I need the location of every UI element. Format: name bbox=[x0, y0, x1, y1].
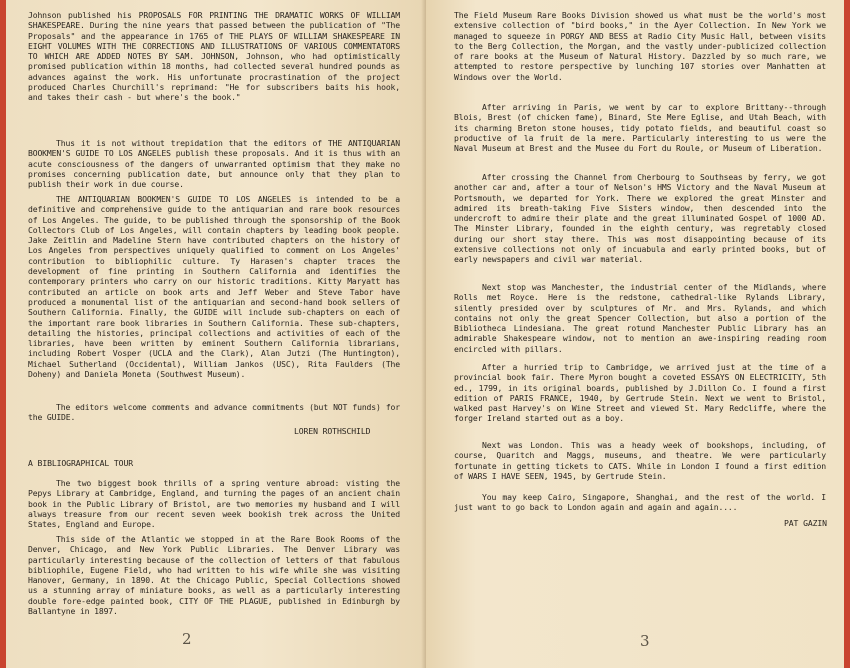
right-page bbox=[426, 0, 844, 668]
paragraph: Johnson published his PROPOSALS FOR PRINTING THE DRAMATIC WORKS OF WILLIAM SHAKESPEARE. During the nine years that passed between the publication of "The Proposals" and the appearance in 1765 of THE PLAYS OF WILLIAM SHAKESPEARE IN EIGHT VOLUMES WITH THE CORRECTIONS AND ILLUSTRATIONS OF VARIOUS COMMENTATORS TO WHICH ARE ADDED NOTES BY SAM. JOHNSON, Johnson, who had optimistically promised publication within 18 months, had collected several hundred pounds as advances against the work. His unfortunate procrastination of the project produced Charles Churchill's reprimand: "He for subscribers baits his hook, and takes their cash - but where's the book." bbox=[28, 10, 400, 103]
paragraph: The Field Museum Rare Books Division showed us what must be the world's most extensive collection of "bird books," in the Ayer Collection. In New York we managed to squeeze in PORGY AND BESS at Radio City Music Hall, between visits to the Berg Collection, the Morgan, and the vastly under-publicized collection of rare books at the Museum of Natural History. Dazzled by so much rare, we attempted to restore perspective by lunching 107 stories over Manhatten at Windows over the World. bbox=[454, 10, 826, 82]
page-number: 3 bbox=[640, 632, 650, 650]
paragraph: This side of the Atlantic we stopped in at the Rare Book Rooms of the Denver, Chicago, and New York Public Libraries. The Denver Library was particularly interesting because of the collection of letters of that fabulous bibliophile, Eugene Field, who had written to his wife while she was visiting Hanover, Germany, in 1890. At the Chicago Public, Special Collections showed us a stunning array of miniature books, as well as a particularly interesting double fore-edge painted book, CITY OF THE PLAGUE, published in Edinburgh by Ballantyne in 1897. bbox=[28, 534, 400, 617]
signature: LOREN ROTHSCHILD bbox=[294, 426, 371, 436]
paragraph: You may keep Cairo, Singapore, Shanghai, and the rest of the world. I just want to go back to London again and again and again.... bbox=[454, 492, 826, 513]
section-heading: A BIBLIOGRAPHICAL TOUR bbox=[28, 458, 134, 468]
paragraph: After a hurried trip to Cambridge, we arrived just at the time of a provincial book fair. There Myron bought a coveted ESSAYS ON ELECTRICITY, 5th ed., 1799, in its original boards, published by J.Dillon Co. I found a first edition of PARIS FRANCE, 1940, by Gertrude Stein. Next we went to Bristol, walked past Harvey's on Wine Street and viewed St. Mary Redcliffe, where the forger Ireland started out as a boy. bbox=[454, 362, 826, 424]
paragraph: The editors welcome comments and advance commitments (but NOT funds) for the GUIDE. bbox=[28, 402, 400, 423]
paragraph: Next stop was Manchester, the industrial center of the Midlands, where Rolls met Royce. Here is the redstone, cathedral-like Rylands Library, silently presided over by sculptures of Mr. and Mrs. Rylands, and which contains not only the great Spencer Collection, but also a portion of the Bibliotheca Lindesiana. The great rotund Manchester Public Library has an admirable Shakespeare window, not to mention an awe-inspiring reading room encircled with pillars. bbox=[454, 282, 826, 354]
paragraph: After crossing the Channel from Cherbourg to Southseas by ferry, we got another car and, after a tour of Nelson's HMS Victory and the Naval Museum at Portsmouth, we departed for York. There we explored the great Minster and admired its breath-taking Five Sisters window, then descended into the undercroft to admire their plate and the great illuminated Gospel of 1000 AD. The Minster Library, founded in the eighth century, was regretably closed during our short stay there. This was most disappointing because of its extensive collections not only of incuabula and early printed books, but of early newspapers and civil war material. bbox=[454, 172, 826, 265]
left-page bbox=[6, 0, 426, 668]
page-number: 2 bbox=[182, 630, 192, 648]
paragraph: THE ANTIQUARIAN BOOKMEN'S GUIDE TO LOS ANGELES is intended to be a definitive and comprehensive guide to the antiquarian and rare book resources of Los Angeles. The guide, to be published through the sponsorship of the Book Collectors Club of Los Angeles, will contain chapters by leading book people. Jake Zeitlin and Madeline Stern have contributed chapters on the history of Los Angeles from perspectives uniquely qualified to comment on Los Angeles' contribution to bibliophilic culture. Ty Harasen's chapter traces the development of fine printing in Southern California and identifies the contemporary printers who carry on our historic traditions. Kitty Maryatt has contributed an article on book arts and Jeff Weber and Steve Tabor have produced a monumental list of the antiquarian and second-hand book sellers of Southern California. Finally, the GUIDE will include sub-chapters on each of the important rare book libraries in Southern California. These sub-chapters, detailing the histories, principal collections and activities of each of the libraries, have been written by eminent Southern California librarians, including Robert Vosper (UCLA and the Clark), Alan Jutzi (The Huntington), Michael Sutherland (Occidental), William Jankos (USC), Rita Faulders (The Doheny) and Daniela Moneta (Southwest Museum). bbox=[28, 194, 400, 380]
paragraph: The two biggest book thrills of a spring venture abroad: visting the Pepys Library at Cambridge, England, and turning the pages of an ancient chain book in the Public Library of Bristol, are two memories my husband and I will always treasure from our recent seven week bookish trek across the United States, England and Europe. bbox=[28, 478, 400, 530]
paragraph: Next was London. This was a heady week of bookshops, including, of course, Quaritch and Maggs, museums, and theatre. We were particularly fortunate in getting tickets to CATS. While in London I found a first edition of WARS I HAVE SEEN, 1945, by Gertrude Stein. bbox=[454, 440, 826, 481]
paragraph: After arriving in Paris, we went by car to explore Brittany--through Blois, Brest (of chicken fame), Binard, Ste Mere Eglise, and Utah Beach, with its charming Breton stone houses, tidy potato fields, and beautiful coast so productive of la fruit de la mere. Particularly interesting to us were the Naval Museum at Brest and the Musee du Fort du Roule, or Museum of Liberation. bbox=[454, 102, 826, 154]
signature: PAT GAZIN bbox=[784, 518, 827, 528]
paragraph: Thus it is not without trepidation that the editors of THE ANTIQUARIAN BOOKMEN'S GUIDE TO LOS ANGELES publish these proposals. And it is thus with an acute consciousness of the dangers of unwarranted optimism that they make no promises concerning publication date, but announce only that they plan to publish their work in due course. bbox=[28, 138, 400, 190]
